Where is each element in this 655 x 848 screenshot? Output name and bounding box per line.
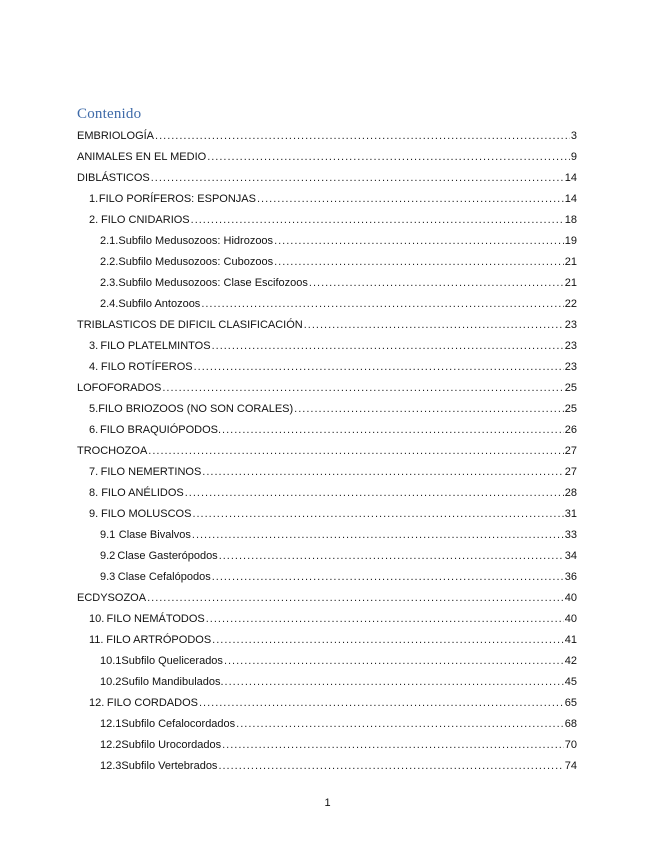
table-of-contents — [77, 126, 577, 777]
leader-dots — [185, 483, 564, 504]
toc-entry-label: Clase Bivalvos — [118, 529, 191, 541]
leader-dots — [257, 189, 564, 210]
toc-entry-label: ANIMALES EN EL MEDIO — [77, 151, 207, 163]
toc-entry-page: 25 — [564, 403, 577, 415]
toc-entry[interactable] — [77, 609, 577, 630]
leader-dots — [162, 378, 563, 399]
toc-entry-number: 9.2 — [100, 550, 116, 562]
leader-dots — [192, 525, 564, 546]
toc-entry[interactable] — [77, 315, 577, 336]
toc-entry-page: 19 — [564, 235, 577, 247]
leader-dots — [309, 273, 564, 294]
toc-entry-page: 22 — [564, 298, 577, 310]
toc-entry-label: Sufilo Mandibulados. — [121, 676, 224, 688]
toc-entry-number: 12.2 — [100, 739, 122, 751]
leader-dots — [222, 735, 564, 756]
toc-entry-number: 9.3 — [100, 571, 116, 583]
toc-entry-page: 14 — [564, 193, 577, 205]
toc-entry[interactable] — [77, 504, 577, 525]
toc-entry-label: FILO CORDADOS — [106, 697, 198, 709]
toc-entry-page: 68 — [564, 718, 577, 730]
leader-dots — [199, 693, 564, 714]
toc-entry[interactable] — [77, 231, 577, 252]
toc-entry-label: Subfilo Vertebrados — [121, 760, 218, 772]
toc-entry-label: FILO BRIOZOOS (NO SON CORALES) — [98, 403, 294, 415]
toc-entry-label: FILO ARTRÓPODOS — [106, 634, 212, 646]
toc-entry-label: FILO ANÉLIDOS — [101, 487, 184, 499]
toc-entry-page: 36 — [564, 571, 577, 583]
toc-entry-page: 25 — [564, 382, 577, 394]
leader-dots — [147, 588, 564, 609]
toc-entry-number: 2.1. — [100, 235, 119, 247]
toc-entry[interactable] — [77, 252, 577, 273]
leader-dots — [192, 504, 563, 525]
toc-entry[interactable] — [77, 378, 577, 399]
toc-entry-number: 8. — [89, 487, 99, 499]
toc-entry-page: 26 — [564, 424, 577, 436]
toc-entry-number: 12.3 — [100, 760, 122, 772]
toc-entry-number: 10. — [89, 613, 105, 625]
toc-entry-label: FILO NEMERTINOS — [100, 466, 202, 478]
leader-dots — [274, 252, 564, 273]
toc-entry[interactable] — [77, 168, 577, 189]
toc-entry-label: FILO MOLUSCOS — [100, 508, 192, 520]
toc-entry[interactable] — [77, 357, 577, 378]
toc-entry[interactable] — [77, 441, 577, 462]
toc-entry-page: 9 — [570, 151, 577, 163]
leader-dots — [148, 441, 563, 462]
toc-entry-label: FILO PLATELMINTOS — [100, 340, 211, 352]
toc-entry-label: ECDYSOZOA — [77, 592, 147, 604]
toc-entry-page: 28 — [564, 487, 577, 499]
leader-dots — [212, 630, 564, 651]
toc-entry[interactable] — [77, 126, 577, 147]
toc-entry-label: TROCHOZOA — [77, 445, 148, 457]
toc-entry[interactable] — [77, 273, 577, 294]
toc-entry-number: 2.2. — [100, 256, 119, 268]
toc-entry[interactable] — [77, 294, 577, 315]
toc-entry-label: Subfilo Cefalocordados — [121, 718, 236, 730]
toc-entry-page: 23 — [564, 319, 577, 331]
toc-entry-page: 18 — [564, 214, 577, 226]
toc-entry-page: 45 — [564, 676, 577, 688]
toc-entry-page: 40 — [564, 613, 577, 625]
leader-dots — [294, 399, 564, 420]
toc-entry[interactable] — [77, 462, 577, 483]
toc-entry-page: 27 — [564, 466, 577, 478]
toc-entry-page: 3 — [570, 130, 577, 142]
toc-entry-number: 2. — [89, 214, 99, 226]
toc-entry[interactable] — [77, 735, 577, 756]
toc-entry-page: 14 — [564, 172, 577, 184]
toc-entry-label: FILO ROTÍFEROS — [100, 361, 193, 373]
toc-entry-number: 1. — [89, 193, 99, 205]
toc-entry-label: Subfilo Medusozoos: Hidrozoos — [118, 235, 274, 247]
leader-dots — [155, 126, 570, 147]
leader-dots — [224, 651, 564, 672]
toc-entry-page: 27 — [564, 445, 577, 457]
toc-entry-label: Subfilo Antozoos — [118, 298, 201, 310]
toc-entry-label: Clase Cefalópodos — [117, 571, 211, 583]
leader-dots — [212, 567, 564, 588]
toc-entry-label: TRIBLASTICOS DE DIFICIL CLASIFICACIÓN — [77, 319, 303, 331]
toc-entry-label: Subfilo Medusozoos: Clase Escifozoos — [118, 277, 308, 289]
toc-entry-page: 65 — [564, 697, 577, 709]
toc-entry-page: 33 — [564, 529, 577, 541]
toc-entry-label: LOFOFORADOS — [77, 382, 162, 394]
toc-entry-page: 34 — [564, 550, 577, 562]
toc-entry-label: Clase Gasterópodos — [117, 550, 218, 562]
leader-dots — [218, 756, 563, 777]
leader-dots — [151, 168, 564, 189]
toc-entry[interactable] — [77, 525, 577, 546]
toc-entry-page: 74 — [564, 760, 577, 772]
toc-entry[interactable] — [77, 756, 577, 777]
leader-dots — [236, 714, 564, 735]
leader-dots — [201, 294, 563, 315]
leader-dots — [207, 147, 570, 168]
toc-entry[interactable] — [77, 588, 577, 609]
toc-entry-page: 21 — [564, 256, 577, 268]
toc-entry[interactable] — [77, 420, 577, 441]
toc-entry-page: 31 — [564, 508, 577, 520]
toc-entry-label: FILO PORÍFEROS: ESPONJAS — [98, 193, 256, 205]
leader-dots — [222, 420, 564, 441]
toc-entry-page: 23 — [564, 340, 577, 352]
toc-entry-number: 12. — [89, 697, 105, 709]
toc-title: Contenido — [77, 106, 142, 122]
toc-entry-number: 12.1 — [100, 718, 122, 730]
toc-entry-label: FILO CNIDARIOS — [101, 214, 190, 226]
toc-entry[interactable] — [77, 672, 577, 693]
toc-entry[interactable] — [77, 651, 577, 672]
toc-entry-number: 10.1 — [100, 655, 122, 667]
toc-entry[interactable] — [77, 189, 577, 210]
toc-entry-label: Subfilo Quelicerados — [121, 655, 223, 667]
leader-dots — [206, 609, 564, 630]
toc-entry[interactable] — [77, 714, 577, 735]
toc-entry[interactable] — [77, 567, 577, 588]
toc-entry-page: 42 — [564, 655, 577, 667]
toc-entry-number: 5. — [89, 403, 99, 415]
toc-entry-number: 11. — [89, 634, 104, 646]
toc-entry-label: EMBRIOLOGÍA — [77, 130, 155, 142]
leader-dots — [274, 231, 564, 252]
toc-entry-number: 9. — [89, 508, 99, 520]
leader-dots — [191, 210, 564, 231]
toc-entry-number: 7. — [89, 466, 99, 478]
toc-entry[interactable] — [77, 147, 577, 168]
toc-entry-number: 3. — [89, 340, 99, 352]
toc-entry-label: FILO NEMÁTODOS — [106, 613, 205, 625]
toc-entry-page: 40 — [564, 592, 577, 604]
leader-dots — [225, 672, 564, 693]
toc-entry-label: FILO BRAQUIÓPODOS. — [100, 424, 222, 436]
toc-entry[interactable] — [77, 399, 577, 420]
toc-entry-number: 10.2 — [100, 676, 122, 688]
toc-entry-number: 4. — [89, 361, 99, 373]
toc-entry-number: 6. — [89, 424, 99, 436]
toc-entry[interactable] — [77, 336, 577, 357]
toc-entry-label: Subfilo Urocordados — [121, 739, 222, 751]
toc-entry-number: 9.1 — [100, 529, 116, 541]
toc-entry-label: Subfilo Medusozoos: Cubozoos — [118, 256, 274, 268]
toc-entry[interactable] — [77, 483, 577, 504]
toc-entry-page: 21 — [564, 277, 577, 289]
toc-entry-number: 2.3. — [100, 277, 119, 289]
leader-dots — [212, 336, 564, 357]
toc-entry[interactable] — [77, 546, 577, 567]
toc-entry-page: 23 — [564, 361, 577, 373]
toc-entry-page: 41 — [564, 634, 577, 646]
toc-entry-label: DIBLÁSTICOS — [77, 172, 150, 184]
leader-dots — [304, 315, 564, 336]
toc-entry-page: 70 — [564, 739, 577, 751]
toc-entry[interactable] — [77, 210, 577, 231]
toc-entry[interactable] — [77, 630, 577, 651]
leader-dots — [219, 546, 564, 567]
toc-entry[interactable] — [77, 693, 577, 714]
toc-entry-number: 2.4. — [100, 298, 119, 310]
page-number: 1 — [324, 797, 331, 809]
leader-dots — [202, 462, 563, 483]
leader-dots — [194, 357, 564, 378]
